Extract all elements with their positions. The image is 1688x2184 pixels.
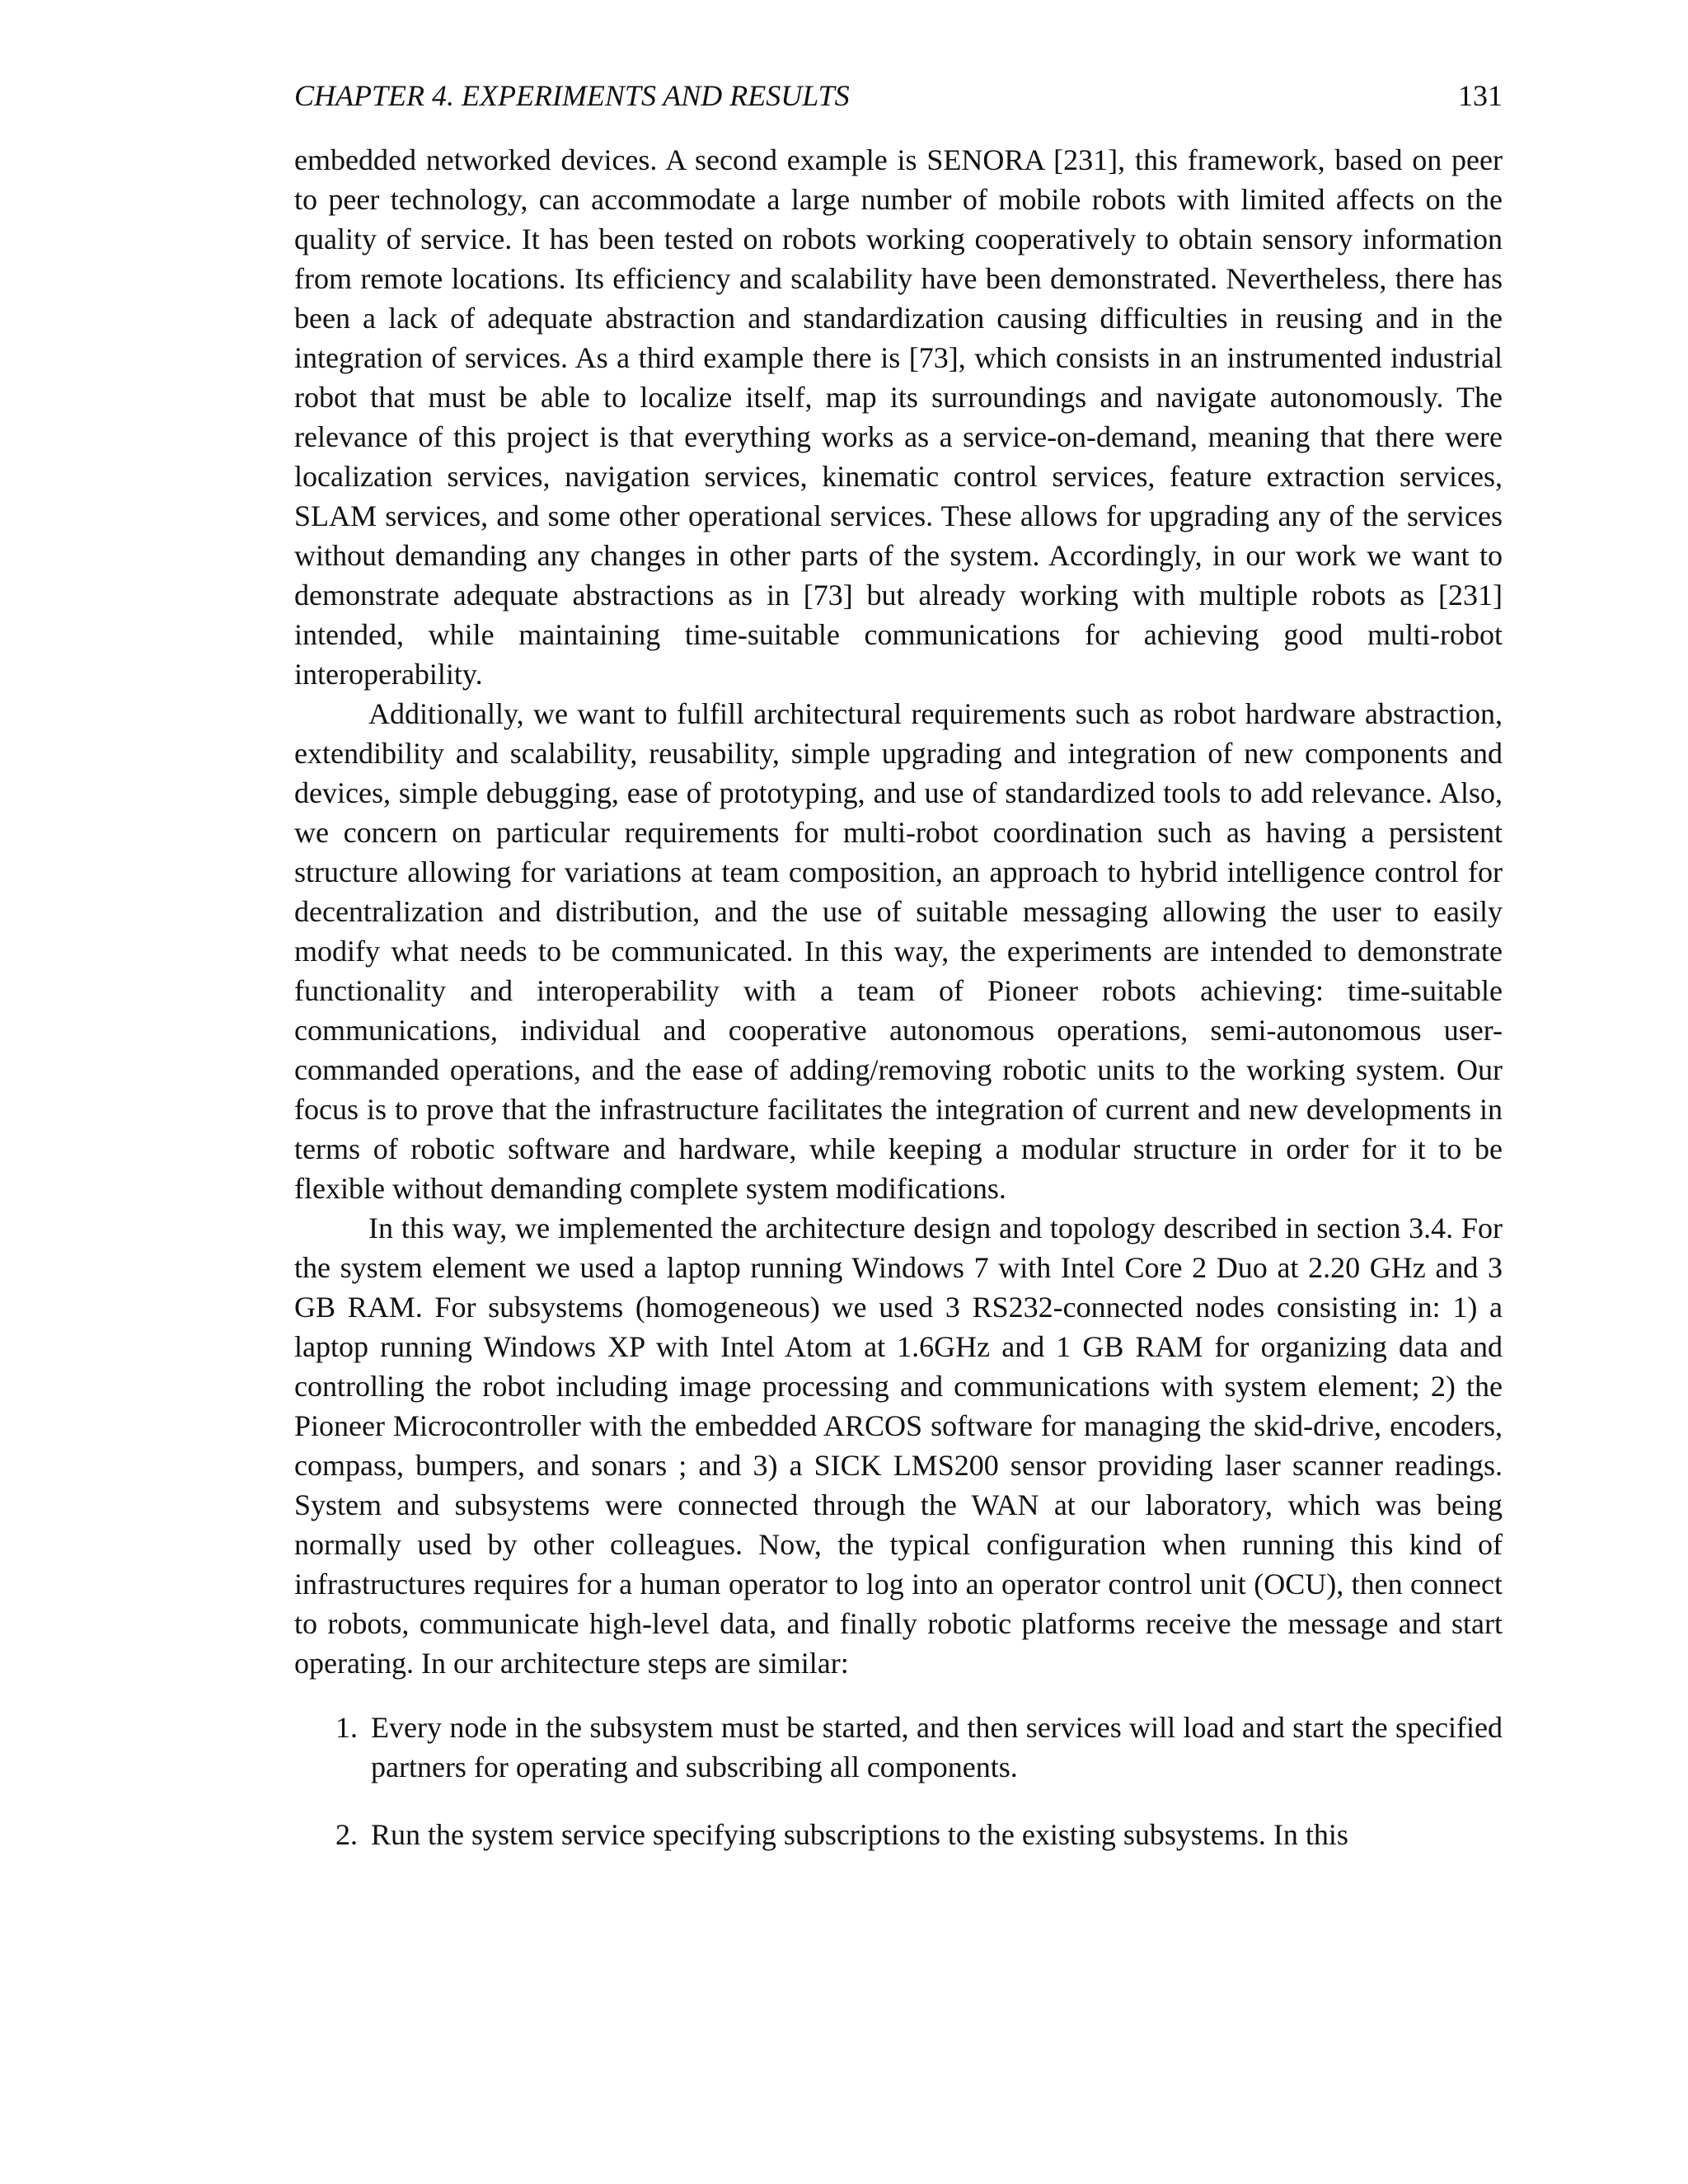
- document-page: [294, 76, 1503, 1882]
- paragraph-2: Additionally, we want to fulfill architectural requirements such as robot hardware abstraction, extendibility and scalability, reusability, simple upgrading and integration of new components and devices, simple debugging, ease of prototyping, and use of standardized tools to add relevance. Also, we concern on particular requirements for multi-robot coordination such as having a persistent structure allowing for variations at team composition, an approach to hybrid intelligence control for decentralization and distribution, and the use of suitable messaging allowing the user to easily modify what needs to be communicated. In this way, the experiments are intended to demonstrate functionality and interoperability with a team of Pioneer robots achieving: time-suitable communications, individual and cooperative autonomous operations, semi-autonomous user-commanded operations, and the ease of adding/removing robotic units to the working system. Our focus is to prove that the infrastructure facilitates the integration of current and new developments in terms of robotic software and hardware, while keeping a modular structure in order for it to be flexible without demanding complete system modifications.: [294, 697, 1503, 1205]
- enumerated-list: [294, 1708, 1503, 1854]
- list-item: [294, 1815, 1503, 1854]
- page-number: 131: [1458, 79, 1503, 112]
- running-header: [294, 76, 1503, 115]
- list-item-number: 2.: [335, 1818, 358, 1851]
- list-item-number: 1.: [335, 1711, 358, 1744]
- paragraph-3: In this way, we implemented the architecture design and topology described in section 3.4. For the system element we used a laptop running Windows 7 with Intel Core 2 Duo at 2.20 GHz and 3 GB RAM. For subsystems (homogeneous) we used 3 RS232-connected nodes consisting in: 1) a laptop running Windows XP with Intel Atom at 1.6GHz and 1 GB RAM for organizing data and controlling the robot including image processing and communications with system element; 2) the Pioneer Microcontroller with the embedded ARCOS software for managing the skid-drive, encoders, compass, bumpers, and sonars ; and 3) a SICK LMS200 sensor providing laser scanner readings. System and subsystems were connected through the WAN at our laboratory, which was being normally used by other colleagues. Now, the typical configuration when running this kind of infrastructures requires for a human operator to log into an operator control unit (OCU), then connect to robots, communicate high-level data, and finally robotic platforms receive the message and start operating. In our architecture steps are similar:: [294, 1212, 1503, 1680]
- list-item-text: Run the system service specifying subscriptions to the existing subsystems. In this: [371, 1818, 1348, 1851]
- chapter-title: CHAPTER 4. EXPERIMENTS AND RESULTS: [294, 79, 850, 112]
- list-item-text: Every node in the subsystem must be started, and then services will load and start the specified partners for operating and subscribing all components.: [371, 1711, 1503, 1783]
- list-item: [294, 1708, 1503, 1787]
- paragraph-1: embedded networked devices. A second example is SENORA [231], this framework, based on peer to peer technology, can accommodate a large number of mobile robots with limited affects on the quality of service. It has been tested on robots working cooperatively to obtain sensory information from remote locations. Its efficiency and scalability have been demonstrated. Nevertheless, there has been a lack of adequate abstraction and standardization causing difficulties in reusing and in the integration of services. As a third example there is [73], which consists in an instrumented industrial robot that must be able to localize itself, map its surroundings and navigate autonomously. The relevance of this project is that everything works as a service-on-demand, meaning that there were localization services, navigation services, kinematic control services, feature extraction services, SLAM services, and some other operational services. These allows for upgrading any of the services without demanding any changes in other parts of the system. Accordingly, in our work we want to demonstrate adequate abstractions as in [73] but already working with multiple robots as [231] intended, while maintaining time-suitable communications for achieving good multi-robot interoperability.: [294, 143, 1503, 691]
